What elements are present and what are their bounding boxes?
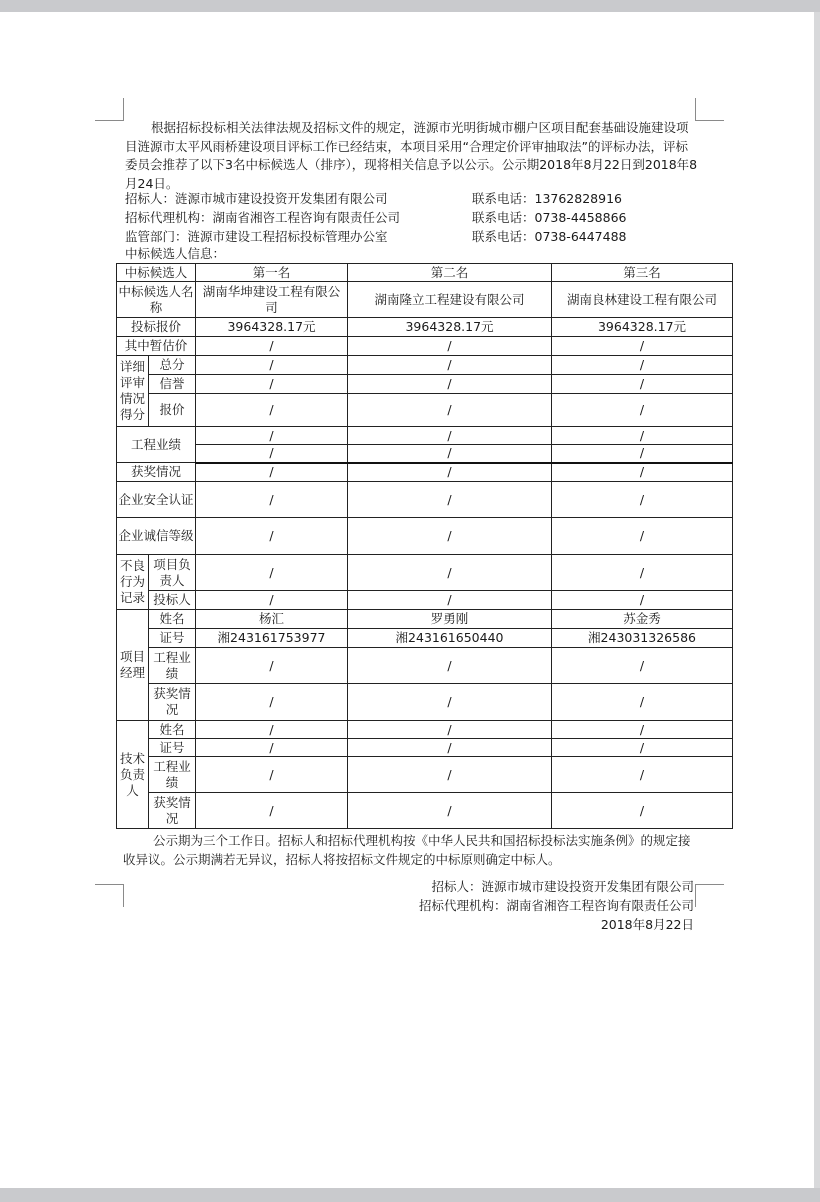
- footer-agency: 招标代理机构：湖南省湘咨工程咨询有限责任公司: [418, 898, 694, 913]
- bottom-bar: [0, 1188, 820, 1202]
- margin-corner-top-left: [95, 98, 124, 121]
- table-row: 企业诚信等级 / / /: [117, 518, 733, 555]
- table-caption: 中标候选人信息：: [125, 246, 226, 261]
- vertical-scrollbar[interactable]: [814, 12, 820, 1188]
- table-row: 工程业绩 / / /: [117, 648, 733, 684]
- table-row: 中标候选人名称 湖南华坤建设工程有限公司 湖南隆立工程建设有限公司 湖南良林建设工程有限公司: [117, 282, 733, 318]
- table-row: 项目经理 姓名 杨汇 罗勇刚 苏金秀: [117, 610, 733, 629]
- table-row: 获奖情况 / / /: [117, 684, 733, 721]
- footer-note: 公示期为三个工作日。招标人和招标代理机构按《中华人民共和国招标投标法实施条例》的规定接收异议。公示期满若无异议，招标人将按招标文件规定的中标原则确定中标人。: [123, 833, 691, 867]
- contact-line-agency: 招标代理机构：湖南省湘咨工程咨询有限责任公司 联系电话：0738-4458866: [125, 210, 627, 225]
- footer-tenderer: 招标人：涟源市城市建设投资开发集团有限公司: [431, 879, 694, 894]
- table-row: / / /: [117, 445, 733, 463]
- table-row: 不良行为记录 项目负责人 / / /: [117, 555, 733, 591]
- contact-line-tenderer: 招标人：涟源市城市建设投资开发集团有限公司 联系电话：13762828916: [125, 191, 622, 206]
- margin-corner-bottom-right: [695, 884, 724, 907]
- margin-corner-bottom-left: [95, 884, 124, 907]
- candidates-table: [116, 263, 733, 829]
- table-row: 报价 / / /: [117, 394, 733, 427]
- document-page: [0, 12, 814, 1188]
- intro-paragraph: 根据招标投标相关法律法规及招标文件的规定，涟源市光明街城市棚户区项目配套基础设施建设项目涟源市太平风雨桥建设项目评标工作已经结束，本项目采用“合理定价评审抽取法”的评标办法，评标委员会推荐了以下3名中标候选人（排序），现将相关信息予以公示。公示期2018年8月22日到2018年8月24日。: [125, 120, 698, 191]
- table-row: 证号 / / /: [117, 739, 733, 757]
- table-row: 详细评审情况得分 总分 / / /: [117, 356, 733, 375]
- table-row: 获奖情况 / / /: [117, 793, 733, 829]
- table-row: 技术负责人 姓名 / / /: [117, 721, 733, 739]
- table-row: 其中暂估价 / / /: [117, 337, 733, 356]
- table-row: 工程业绩 / / /: [117, 757, 733, 793]
- table-row: 获奖情况 / / /: [117, 463, 733, 482]
- table-row: 工程业绩 / / /: [117, 427, 733, 445]
- table-row: 投标报价 3964328.17元 3964328.17元 3964328.17元: [117, 318, 733, 337]
- table-row: 信誉 / / /: [117, 375, 733, 394]
- margin-corner-top-right: [695, 98, 724, 121]
- contact-line-supervisor: 监管部门：涟源市建设工程招标投标管理办公室 联系电话：0738-6447488: [125, 229, 627, 244]
- footer-date: 2018年8月22日: [600, 917, 694, 932]
- table-row: 中标候选人 第一名 第二名 第三名: [117, 264, 733, 282]
- table-row: 投标人 / / /: [117, 591, 733, 610]
- table-row: 证号 湘243161753977 湘243161650440 湘243031326586: [117, 629, 733, 648]
- table-row: 企业安全认证 / / /: [117, 482, 733, 518]
